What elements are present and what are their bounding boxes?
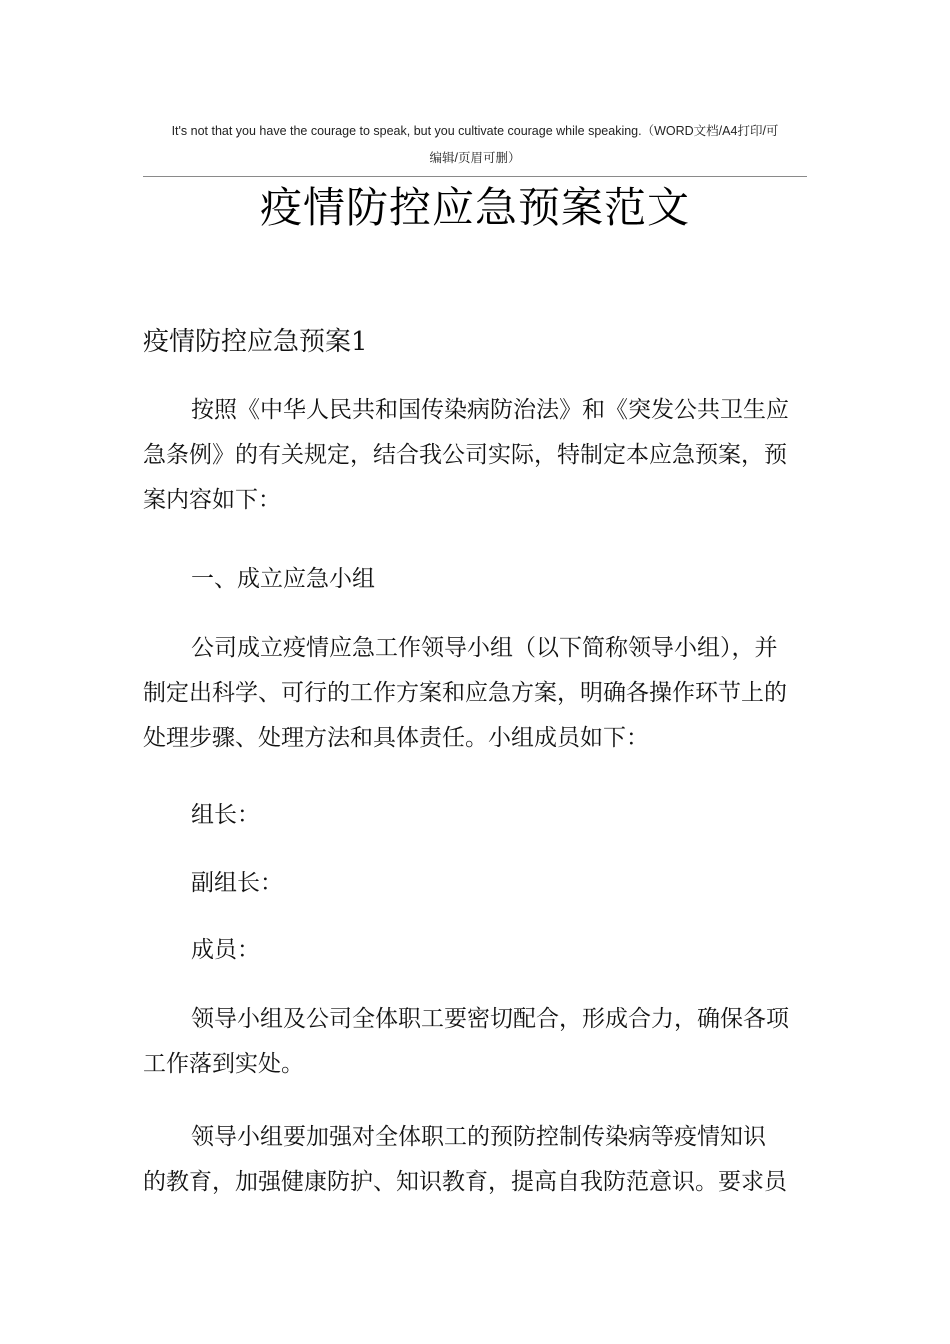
paragraph-cooperation <box>143 997 807 1087</box>
paragraph-line: 按照《中华人民共和国传染病防治法》和《突发公共卫生应 <box>191 397 789 423</box>
field-deputy-leader <box>143 861 807 906</box>
paragraph-line: 一、成立应急小组 <box>191 566 375 592</box>
paragraph-line: 领导小组及公司全体职工要密切配合，形成合力，确保各项 <box>191 1006 789 1032</box>
header-note-line-2: 编辑/页眉可删） <box>429 151 521 165</box>
paragraph-line: 的教育，加强健康防护、知识教育，提高自我防范意识。要求员 <box>143 1169 787 1195</box>
paragraph-line: 成员： <box>191 937 260 963</box>
header-note-line-1: It's not that you have the courage to speak, but you cultivate courage while speaking.（WORD文档/A4打印/可 <box>171 124 779 138</box>
paragraph-education <box>143 1115 807 1205</box>
paragraph-line: 副组长： <box>191 870 283 896</box>
paragraph-line: 工作落到实处。 <box>143 1051 304 1077</box>
paragraph-line: 组长： <box>191 802 260 828</box>
paragraph-line: 公司成立疫情应急工作领导小组（以下简称领导小组），并 <box>191 635 778 661</box>
subheading-emergency-team <box>143 557 807 602</box>
paragraph-legal-basis <box>143 388 807 523</box>
paragraph-leadership-group <box>143 626 807 761</box>
paragraph-line: 急条例》的有关规定，结合我公司实际，特制定本应急预案，预 <box>143 442 787 468</box>
section-heading: 疫情防控应急预案1 <box>143 327 368 357</box>
header-divider <box>143 176 807 177</box>
paragraph-line: 案内容如下： <box>143 487 281 513</box>
paragraph-line: 领导小组要加强对全体职工的预防控制传染病等疫情知识 <box>191 1124 766 1150</box>
field-members <box>143 928 807 973</box>
paragraph-line: 处理步骤、处理方法和具体责任。小组成员如下： <box>143 725 649 751</box>
page-header-note <box>143 118 807 172</box>
paragraph-line: 制定出科学、可行的工作方案和应急方案，明确各操作环节上的 <box>143 680 787 706</box>
field-team-leader <box>143 793 807 838</box>
document-title: 疫情防控应急预案范文 <box>259 183 690 232</box>
